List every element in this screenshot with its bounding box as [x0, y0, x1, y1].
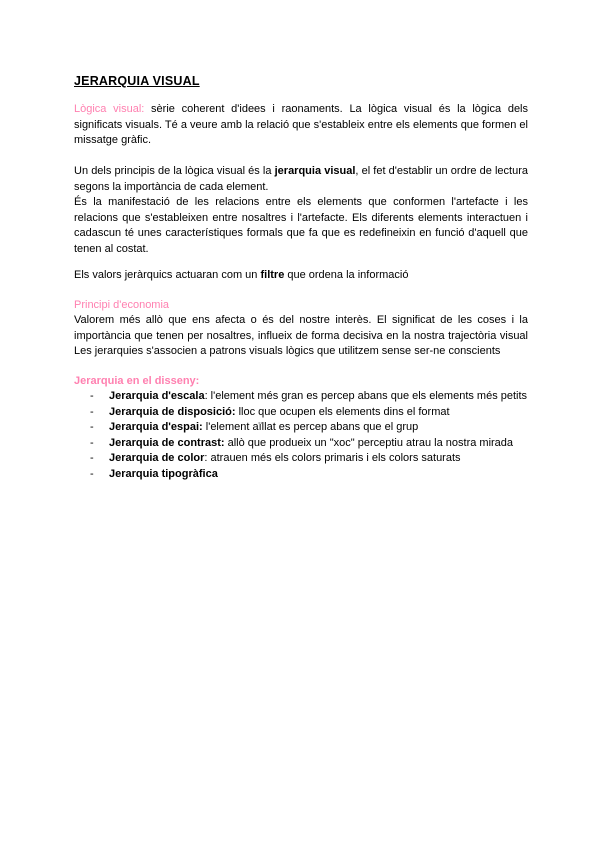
manifestacio-paragraph: És la manifestació de les relacions entre els elements que conformen l'artefacte i les relacions que s'estableixen entre nosaltres i l'artefacte. Els diferents elements interactuen i cadascun té unes característiques formals que fa que es redefineixin en funció d'aquell que tenen al costat. [74, 196, 528, 255]
list-item: - Jerarquia d'escala: l'element més gran es percep abans que els elements més petits [90, 390, 528, 402]
list-item: - Jerarquia tipogràfica [90, 467, 218, 480]
page-title: JERARQUIA VISUAL [74, 74, 200, 88]
economia-paragraph: Valorem més allò que ens afecta o és del nostre interès. El significat de les coses i la importància que tenen per nosaltres, influeix de forma decisiva en la nostra trajectòria visual Les jerarquies s'associen a patrons visuals lògics que utilitzem sense ser-ne conscients [74, 314, 528, 357]
list-item: - Jerarquia de disposició: lloc que ocupen els elements dins el format [90, 405, 450, 418]
logica-visual-term: Lògica visual: [74, 103, 145, 115]
principis-paragraph [74, 164, 528, 195]
principis-bold: jerarquia visual [274, 165, 356, 177]
principis-text-after: , el fet d'establir un ordre de lectura segons la importància de cada element. [74, 165, 528, 193]
valors-text-before: Els valors jeràrquics actuaran com un [74, 269, 261, 281]
principis-text-before: Un dels principis de la lògica visual és la [74, 165, 275, 177]
list-item: - Jerarquia de contrast: allò que produeix un "xoc" perceptiu atrau la nostra mirada [90, 436, 514, 449]
logica-visual-text: sèrie coherent d'idees i raonaments. La lògica visual és la lògica dels significats visuals. Té a veure amb la relació que s'estableix entre els elements que formen el missatge gràfic. [74, 103, 529, 146]
valors-bold: filtre [260, 269, 285, 281]
economia-heading: Principi d'economia [74, 299, 170, 311]
valors-paragraph [74, 268, 528, 284]
disseny-heading: Jerarquia en el disseny: [74, 375, 200, 387]
valors-text-after: que ordena la informació [284, 269, 409, 281]
list-item: - Jerarquia d'espai: l'element aïllat es percep abans que el grup [90, 421, 419, 433]
list-item: - Jerarquia de color: atrauen més els colors primaris i els colors saturats [90, 452, 461, 464]
logica-visual-paragraph [74, 102, 528, 149]
jerarquia-list [74, 389, 528, 482]
